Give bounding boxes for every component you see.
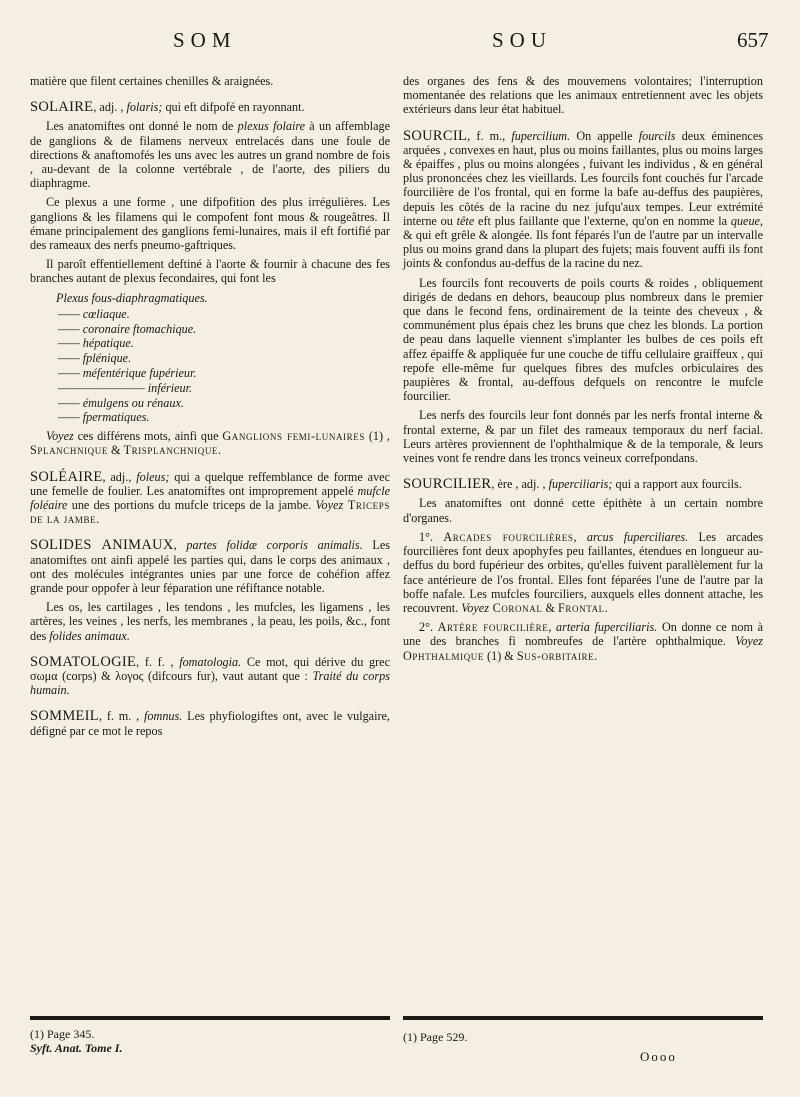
paragraph: Ce plexus a une forme , une difpofition des plus irrégulières. Les ganglions & les filamens qui le compofent font mous & rougeâtres. Il émane principalement des ganglions femi-lunaires, mais il eft fortifié par des rameaux des nerfs pneumo-gaftriques.: [30, 195, 390, 253]
running-head-right: SOU: [492, 28, 553, 52]
plexus-list: [30, 307, 390, 425]
footnote-text: (1) Page 345.: [30, 1027, 95, 1041]
list-item: —— méfentérique fupérieur.: [58, 366, 197, 381]
paragraph: Les fourcils font recouverts de poils courts & roides , obliquement dirigés de dedans en dehors, beaucoup plus nombreux dans le premier que dans le fecond fens, ordinairement de la teinte des cheveux , & communément plus épais chez les bruns que chez les blonds. La portion de peau dans laquelle viennent s'implanter les bulbes de ces poils eft affez épaiffe & appliquée fur une couche de tiffu cellulaire graiffeux , qui repofe elle-même fur quelques fibres des mufcles orbiculaires des paupières & frontal, au-deffous defquels on rencontre le mufcle fourcilier.: [403, 275, 763, 404]
running-head-left: SOM: [173, 28, 237, 52]
entry-solides-animaux: SOLIDES ANIMAUX, partes folidæ corporis animalis. Les anatomiftes ont ainfi appelé les parties qui, dans le corps des animaux , ont des molécules intégrantes unies par une force de cohéfion affez grande pour oppofer à leur féparation une réfiftance notable.: [30, 537, 390, 596]
footnote-rule-right: [403, 1016, 763, 1020]
list-item: —— cœliaque.: [58, 306, 130, 321]
paragraph: Les anatomiftes ont donné le nom de plexus folaire à un affemblage de ganglions & de filamens nerveux entrelacés dans une foule de directions & anaftomofés les uns avec les autres un grand nombre de fois , au-devant de la colonne vertébrale , de l'aorte, des piliers du diaphragme.: [30, 119, 391, 191]
list-item: —— fpermatiques.: [58, 410, 150, 425]
list-item: —— émulgens ou rénaux.: [58, 395, 184, 410]
entry-sourcilier: SOURCILIER, ère , adj. , fuperciliaris; qui a rapport aux fourcils.: [403, 476, 742, 493]
paragraph: Les nerfs des fourcils leur font donnés par les nerfs frontal interne & frontal externe, & par un filet des rameaux temporaux du nerf facial. Leurs artères proviennent de l'ophthalmique & de la temporale, & leurs veines vont fe rendre dans les troncs veineux correfpondans.: [403, 408, 763, 466]
list-item: —— fplénique.: [58, 351, 132, 366]
headword: SOURCIL: [403, 127, 468, 144]
entry-sommeil: SOMMEIL, f. m. , fomnus. Les phyfiologiftes ont, avec le vulgaire, défigné par ce mot le repos: [30, 708, 390, 738]
paragraph: Il paroît effentiellement deftiné à l'aorte & fournir à chacune des fes branches autant de plexus fecondaires, qui font les: [30, 257, 390, 286]
entry-sourcil: SOURCIL, f. m., fupercilium. On appelle fourcils deux éminences arquées , convexes en haut, plus ou moins faillantes, plus ou moins larges & épaiffes , plus ou moins alongées , fuivant les individus , & en général plus prononcées chez les vieillards. Les fourcils font couchés fur l'arcade fourcilière de l'os frontal, qui en forme la bafe au-deffus des paupières, depuis les côtés de la racine du nez jufqu'aux tempes. Leur extrémité interne ou tête eft plus faillante que l'externe, qu'on en nomme la queue, & qui eft grêle & alongée. Ils font féparés l'un de l'autre par un intervalle plus ou moins grand dans la plupart des fujets; mais fouvent auffi ils font joints & confondus au-deffus de la racine du nez.: [403, 127, 764, 271]
subentry-arcades: 1°. Arcades fourcilières, arcus fuperciliares. Les arcades fourcilières font deux apophyfes peu faillantes, étendues en longueur au-deffus du bord fupérieur des orbites, qu'elles fuivent parallèlement fur la face antérieure de l'os frontal. Elles font féparées l'une de l'autre par la boffe nafale. Les mufcles fourciliers, auxquels elles donnent attache, les recouvrent. Voyez Coronal & Frontal.: [403, 529, 763, 615]
plexus-list-head: Plexus fous-diaphragmatiques.: [56, 290, 208, 305]
left-column: [30, 74, 390, 743]
continued-paragraph: matière que filent certaines chenilles & araignées.: [30, 74, 274, 88]
list-item: —— coronaire ftomachique.: [58, 321, 197, 336]
list-item: ———————— inférieur.: [58, 380, 193, 395]
cross-reference: Voyez ces différens mots, ainfi que Ganglions femi-lunaires (1) , Splanchnique & Trisplanchnique.: [30, 429, 390, 458]
entry-soleaire: SOLÉAIRE, adj., foleus; qui a quelque reffemblance de forme avec une femelle de foulier. Les anatomiftes ont improprement appelé mufcle foléaire une des portions du mufcle triceps de la jambe. Voyez Triceps de la jambe.: [30, 468, 391, 527]
headword: SOLÉAIRE: [30, 468, 103, 485]
printer-signature-line: Syft. Anat. Tome I.: [30, 1041, 123, 1055]
subentry-artere: 2°. Artère fourcilière, arteria fuperciliaris. On donne ce nom à une des branches fi nombreufes de l'artère ophthalmique. Voyez Ophthalmique (1) & Sus-orbitaire.: [403, 620, 764, 663]
footnote-right: (1) Page 529.: [403, 1030, 468, 1044]
headword: SOMATOLOGIE: [30, 653, 137, 670]
page-number: 657: [737, 28, 769, 52]
paragraph: Les os, les cartilages , les tendons , les mufcles, les ligamens , les artères, les veines , les nerfs, les membranes , la peau, les poils, &c., font des folides animaux.: [30, 600, 390, 643]
footnote-rule-left: [30, 1016, 390, 1020]
list-item: —— hépatique.: [58, 336, 134, 351]
headword: SOMMEIL: [30, 708, 99, 725]
headword: SOURCILIER: [403, 476, 492, 493]
continued-paragraph: des organes des fens & des mouvemens volontaires; l'interruption momentanée des relations que les animaux entretiennent avec les objets extérieurs dans leur état habituel.: [403, 74, 763, 117]
headword: SOLAIRE: [30, 99, 94, 116]
entry-solaire: SOLAIRE, adj. , folaris; qui eft difpofé en rayonnant.: [30, 99, 305, 116]
headword: SOLIDES ANIMAUX: [30, 537, 174, 554]
footnote-left: [30, 1027, 122, 1055]
entry-somatologie: SOMATOLOGIE, f. f. , fomatologia. Ce mot, qui dérive du grec σωμα (corps) & λογος (difcours fur), vaut autant que : Traité du corps humain.: [30, 653, 390, 698]
right-column: [403, 74, 763, 668]
gathering-signature: Oooo: [640, 1049, 677, 1064]
paragraph: Les anatomiftes ont donné cette épithète à un certain nombre d'organes.: [403, 496, 763, 525]
